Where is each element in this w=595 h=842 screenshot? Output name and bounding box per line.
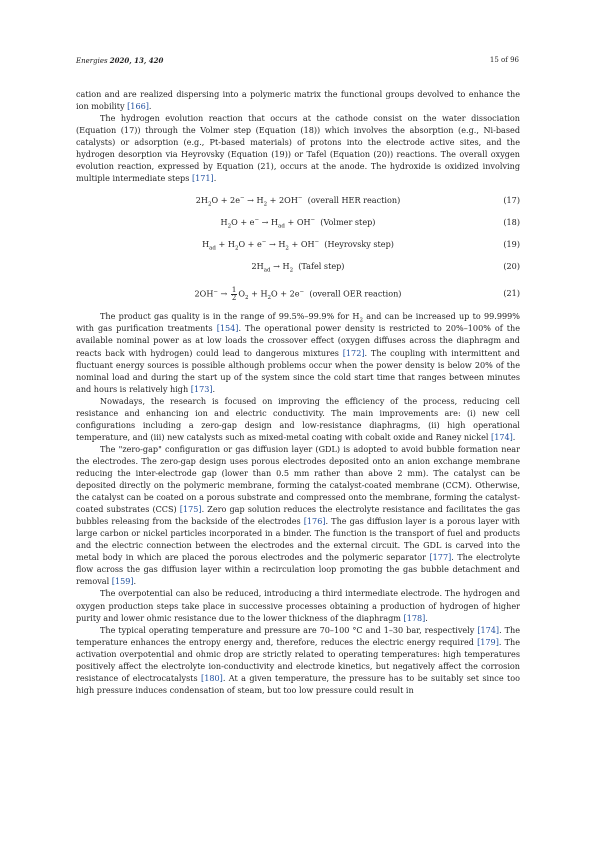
citation-link[interactable]: [172] (342, 347, 365, 358)
equation-20 (76, 256, 520, 278)
paragraph (76, 112, 520, 184)
citation-link[interactable]: [159] (111, 576, 134, 587)
citation-link[interactable]: [177] (429, 552, 452, 563)
citation-link[interactable]: [174] (491, 431, 513, 442)
paragraph-text: . Zero gap solution reduces the electrolyte resistance and facilitates the gas bubbles releasing from the backside of the electrodes (76, 504, 520, 527)
citation-link[interactable]: [173] (190, 383, 213, 394)
paragraph-text: Nowadays, the research is focused on improving the efficiency of the process, reducing cell resistance and enhancing ion and electric conductivity. The main improvements are: (i) new cell configurations including a zero-gap design and low-resistance diaphragms, (ii) high operational temperature, and (iii) new catalysts such as mixed-metal coating with cobalt oxide and Raney nickel (76, 395, 520, 442)
paragraph-text: and can be increased up to 99.999% with gas purification treatments (76, 311, 520, 334)
paragraph-text: . The coupling with intermittent and fluctuant energy sources is possible although problems occur when the power density is below 20% of the nominal load and during the start up of the system since the cold start time that ranges between minutes and hours is relatively high (76, 347, 520, 394)
equation-number: (20) (503, 261, 520, 272)
paragraph-text: . The operational power density is restricted to 20%–100% of the available nominal power as at low loads the crossover effect (oxygen diffuses across the diaphragm and reacts back with hydrogen) could lead to dangerous mixtures (76, 323, 521, 358)
citation-link[interactable]: [178] (403, 612, 426, 623)
citation-link[interactable]: [180] (201, 672, 223, 683)
equation-number: (18) (503, 217, 520, 228)
journal-citation (76, 56, 163, 65)
paragraph-text: . (148, 101, 152, 112)
paragraph-text: The product gas quality is in the range of 99.5%–99.9% for H (100, 311, 360, 322)
equation-number: (17) (503, 195, 520, 206)
journal-name: Energies (76, 57, 108, 65)
paragraph-text: . (133, 576, 137, 587)
equation-19 (76, 234, 520, 256)
equation-21 (76, 278, 520, 306)
paragraph (76, 587, 520, 623)
paragraph-text: . (512, 431, 516, 442)
paragraph-text: . The gas diffusion layer is a porous layer with large carbon or nickel particles incorporated in a binder. The function is the transport of fuel and products and the electric connection between the electrodes and the external circuit. The GDL is carved into the metal body in which are placed the porous electrodes and the polymeric separator (76, 516, 520, 563)
page-number: 15 of 96 (489, 56, 519, 64)
equation-label: (Volmer step) (320, 217, 376, 228)
paragraph-text: The typical operating temperature and pressure are 70–100 °C and 1–30 bar, respectively (100, 624, 478, 635)
paragraph-text: . At a given temperature, the pressure has to be suitably set since too high pressure induces condensation of steam, but too low pressure could result in (76, 672, 520, 695)
paragraph-text: . (213, 173, 217, 184)
citation-link[interactable]: [179] (477, 636, 499, 647)
paragraph (76, 624, 520, 696)
journal-volume: 2020, 13, 420 (109, 56, 164, 65)
citation-link[interactable]: [154] (216, 323, 239, 334)
paragraph-text: . The temperature enhances the entropy energy and, therefore, reduces the electric energy required (76, 624, 521, 647)
paragraph: The product gas quality is in the range of 99.5%–99.9% for $H_2$ and can be increased up to 99.999% with gas purification treatments [154]. The operational power density is restricted to 20%–100% of the available nominal power as at low loads the crossover effect (oxygen diffuses across the diaphragm and reacts back with hydrogen) could lead to dangerous mixtures [172]. The coupling with intermittent and fluctuant energy sources is possible although problems occur when the power density is below 20% of the nominal load and during the start up of the system since the cold start time that ranges between minutes and hours is relatively high [173]. (76, 311, 521, 394)
equation-number: (19) (503, 239, 520, 250)
page-header (76, 56, 519, 68)
paragraph (76, 395, 520, 443)
equation-label: (Heyrovsky step) (324, 239, 394, 250)
equation-label: (Tafel step) (298, 261, 345, 272)
citation-link[interactable]: [171] (191, 173, 214, 184)
article-body (76, 88, 520, 696)
paragraph-text: . (212, 383, 216, 394)
paragraph-text: . The electrolyte flow across the gas diffusion layer within a recirculation loop promoting the gas bubble detachment and removal (76, 552, 520, 587)
fraction: $\frac{1}{2}$ (231, 286, 237, 303)
paragraph-text: cation and are realized dispersing into a polymeric matrix the functional groups devolved to enhance the ion mobility (76, 89, 520, 112)
equation-expression: $2H_2O + 2e^- \to H_2 + 2OH^-$ (overall HER reaction) (195, 195, 401, 208)
paragraph-text: The overpotential can also be reduced, introducing a third intermediate electrode. The hydrogen and oxygen production steps take place in successive processes obtaining a production of hydrogen of higher purity and lower ohmic resistance due to the lower thickness of the diaphragm (76, 588, 520, 623)
citation-link[interactable]: [175] (179, 504, 202, 515)
paragraph (76, 88, 520, 112)
equation-expression: $2H_{ad} \to H_2$ (Tafel step) (251, 261, 345, 274)
paragraph-text: . The activation overpotential and ohmic drop are strictly related to operating temperatures: high temperatures positively affect the electrolyte ion-conductivity and electrode kinetics, but negatively affect the corrosion resistance of electrocatalysts (76, 636, 520, 683)
paragraph-text: The "zero-gap" configuration or gas diffusion layer (GDL) is adopted to avoid bubble formation near the electrodes. The zero-gap design uses porous electrodes deposited onto an anion exchange membrane reducing the inter-electrode gap (lower than 0.5 mm rather than above 2 mm). The catalyst can be deposited directly on the polymeric membrane, forming the catalyst-coated membrane (CCM). Otherwise, the catalyst can be coated on a porous substrate and compressed onto the membrane, forming the catalyst-coated substrates (CCS) (76, 443, 520, 515)
equation-expression: $H_{ad} + H_2O + e^- \to H_2 + OH^-$ (Heyrovsky step) (202, 239, 394, 252)
equation-expression: $H_2O + e^- \to H_{ad} + OH^-$ (Volmer step) (220, 217, 376, 230)
paragraph-text: . (425, 612, 428, 623)
citation-link[interactable]: [166] (127, 101, 149, 112)
equation-17 (76, 190, 520, 212)
equation-expression: 2OH− → $\frac{1}{2}$ $O_2 + H_2O + 2e^-$ (overall OER reaction) (194, 286, 402, 303)
equation-label: (overall OER reaction) (309, 288, 402, 299)
equation-18 (76, 212, 520, 234)
paragraph-text: The hydrogen evolution reaction that occurs at the cathode consist on the water dissociation (Equation (17)) through the Volmer step (Equation (18)) which involves the absorption (e.g., Ni-based catalysts) or adsorption (e.g., Pt-based materials) of protons into the electrode active sites, and the hydrogen desorption via Heyrovsky (Equation (19)) or Tafel (Equation (20)) reactions. The overall oxygen evolution reaction, expressed by Equation (21), occurs at the anode. The hydroxide is oxidized involving multiple intermediate steps (76, 113, 520, 184)
equation-number: (21) (503, 288, 520, 299)
citation-link[interactable]: [176] (303, 516, 326, 527)
equation-label: (overall HER reaction) (307, 195, 401, 206)
citation-link[interactable]: [174] (477, 624, 500, 635)
paragraph (76, 443, 520, 588)
